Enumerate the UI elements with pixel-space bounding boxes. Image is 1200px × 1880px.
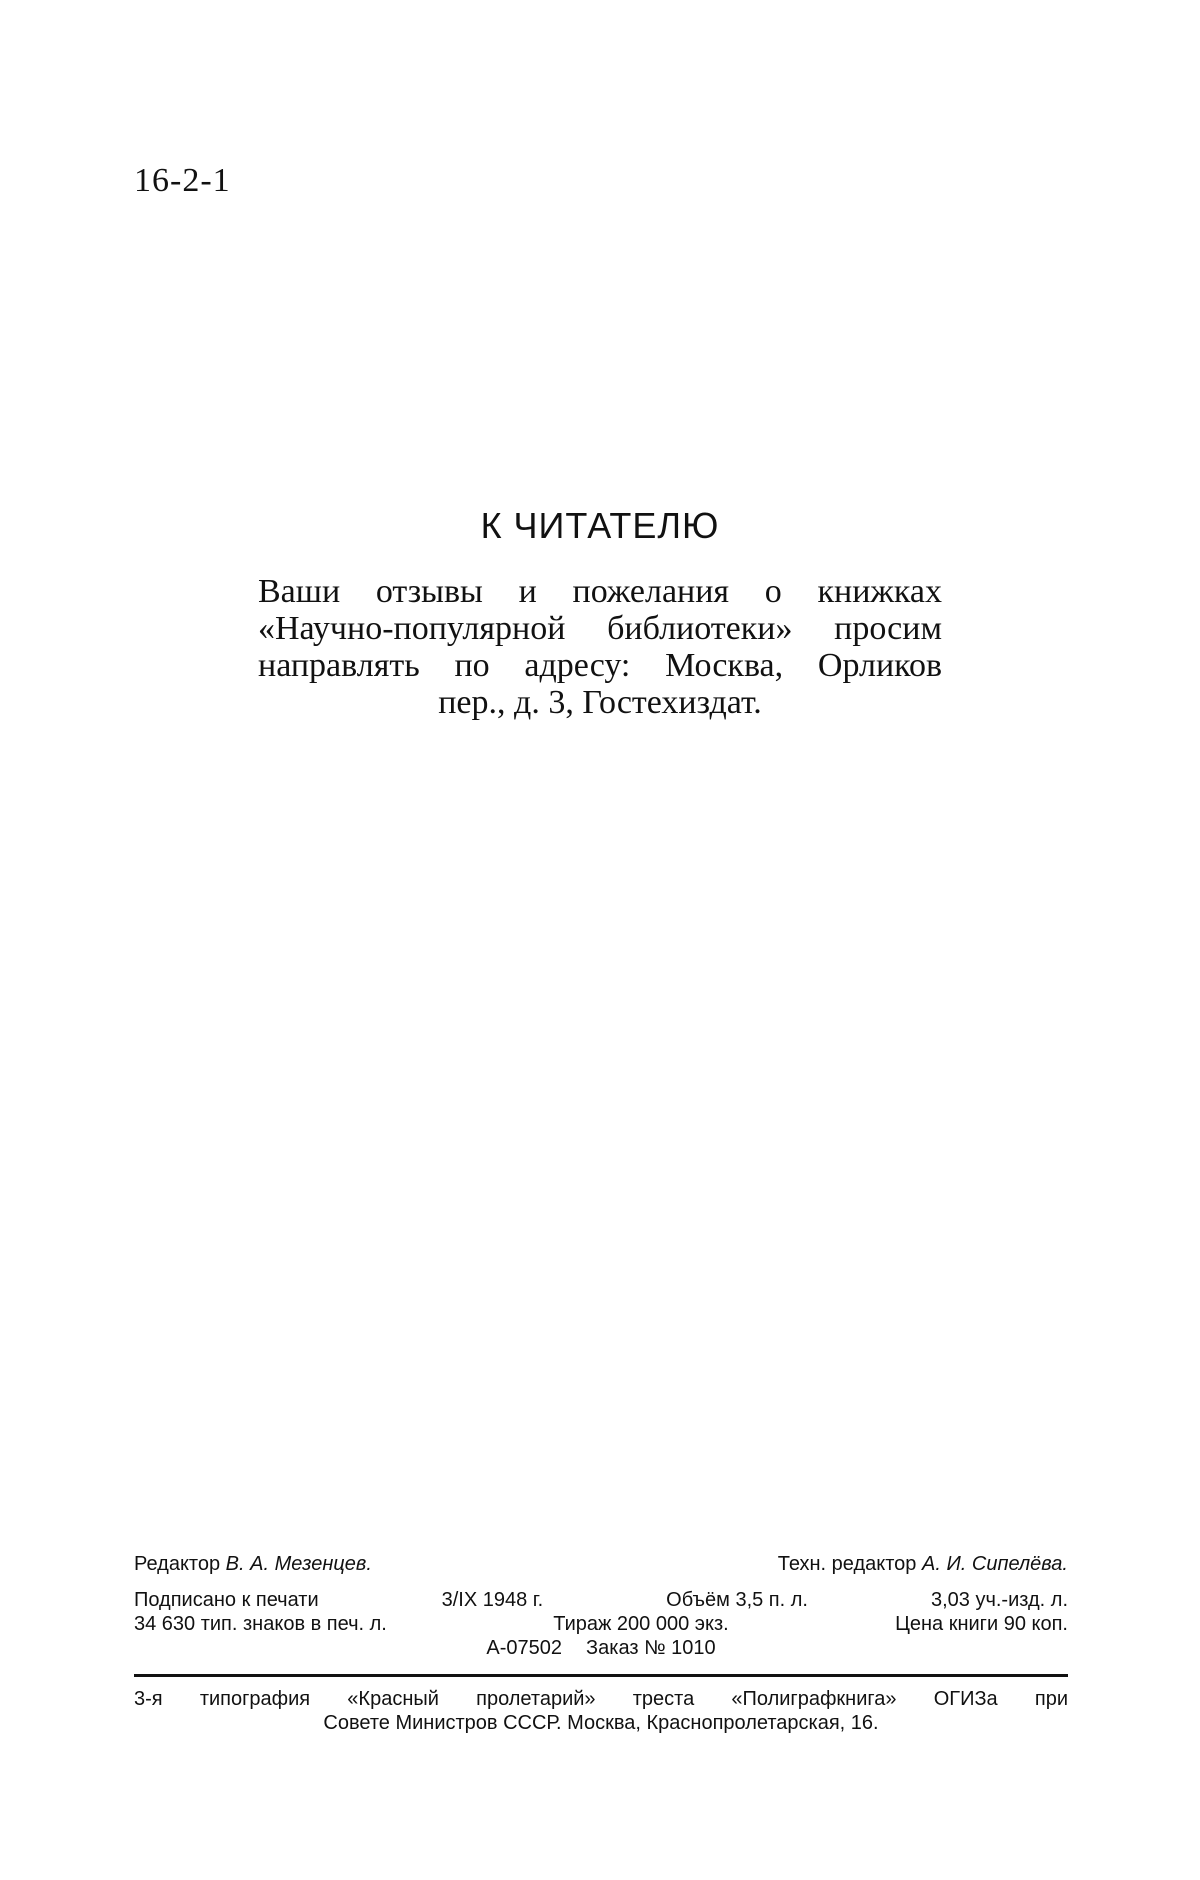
printer-line: 3-я типография «Красный пролетарий» треста «Полиграфкнига» ОГИЗа при: [134, 1688, 1068, 1710]
notice-title: К ЧИТАТЕЛЮ: [480, 505, 720, 546]
notice-line: «Научно-популярной библиотеки» просим: [258, 610, 942, 647]
print-run: Тираж 200 000 экз.: [553, 1613, 729, 1635]
printer-address: Совете Министров СССР. Москва, Краснопролетарская, 16.: [323, 1712, 879, 1734]
circulation-row: [134, 1612, 1068, 1636]
notice-line: направлять по адресу: Москва, Орликов: [258, 647, 942, 684]
imprint-block: [134, 1552, 1068, 1735]
notice-line: Ваши отзывы и пожелания о книжках: [258, 573, 942, 610]
chars-per-sheet: 34 630 тип. знаков в печ. л.: [134, 1613, 387, 1635]
volume-sheets: Объём 3,5 п. л.: [666, 1589, 808, 1611]
notice-line: пер., д. 3, Гостехиздат.: [438, 684, 762, 721]
order-number: Заказ № 1010: [586, 1637, 716, 1659]
price: Цена книги 90 коп.: [895, 1613, 1068, 1635]
editor-label: Редактор: [134, 1553, 221, 1575]
print-details-row: [134, 1588, 1068, 1612]
editors-row: [134, 1552, 1068, 1576]
signed-to-print: Подписано к печати: [134, 1589, 319, 1611]
tech-editor-credit: [778, 1552, 1068, 1576]
reader-notice: [258, 505, 942, 721]
editor-name: В. А. Мезенцев.: [225, 1553, 372, 1575]
divider-rule: [134, 1674, 1068, 1677]
tech-editor-name: А. И. Сипелёва.: [922, 1553, 1068, 1575]
publisher-sheets: 3,03 уч.-изд. л.: [930, 1589, 1068, 1611]
print-date: 3/IX 1948 г.: [441, 1589, 544, 1611]
license-number: А-07502: [486, 1637, 563, 1659]
page-code: 16-2-1: [134, 162, 231, 199]
order-row: [134, 1636, 1068, 1660]
tech-editor-label: Техн. редактор: [777, 1553, 917, 1575]
editor-credit: [134, 1552, 372, 1576]
